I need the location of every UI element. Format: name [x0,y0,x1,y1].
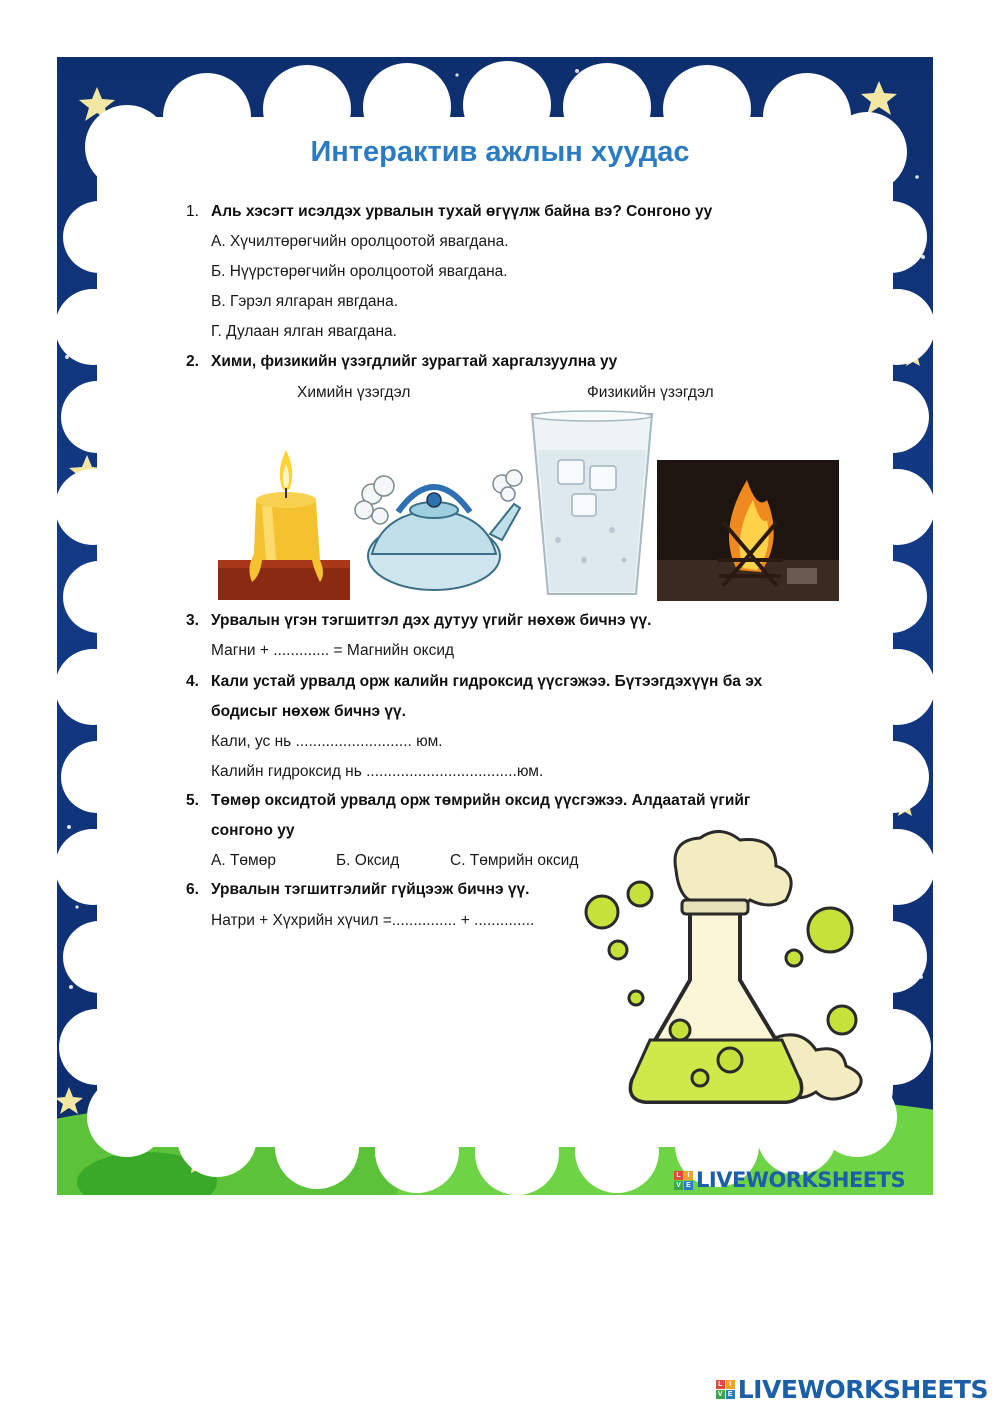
logo-brand-text: LIVEWORKSHEETS [737,1375,988,1404]
question-6 [186,881,529,899]
question-4-text-line-2: бодисыг нөхөж бичнэ үү. [211,703,406,720]
question-4 [186,673,762,691]
question-1-text: Аль хэсэгт исэлдэх урвалын тухай өгүүлж байна вэ? Сонгоно уу [211,203,713,220]
question-5-text: Төмөр оксидтой урвалд орж төмрийн оксид үүсгэжээ. Алдаатай үгийг [211,792,751,809]
question-1-option-a[interactable]: А. Хүчилтөрөгчийн оролцоотой явагдана. [211,233,509,250]
label-physical-phenomenon[interactable]: Физикийн үзэгдэл [587,384,714,401]
question-1 [186,203,712,221]
logo-badge-icon: L I V E [716,1380,735,1399]
question-5-text-line-2: сонгоно уу [211,822,295,839]
question-3-number: 3. [186,612,199,629]
question-3-answer-line[interactable]: Магни + ............. = Магнийн оксид [211,642,455,659]
label-chemical-phenomenon[interactable]: Химийн үзэгдэл [297,384,411,401]
logo-badge-icon: L I V E [674,1171,693,1190]
question-4-answer-line-2[interactable]: Калийн гидроксид нь ...................................юм. [211,763,544,780]
liveworksheets-logo-sheet [674,1168,905,1192]
question-4-answer-line-1[interactable]: Кали, ус нь ........................... юм. [211,733,443,750]
ice-glass-picture[interactable] [528,410,656,600]
question-3 [186,612,651,630]
question-5-option-c[interactable]: С. Төмрийн оксид [450,852,579,869]
question-1-number: 1. [186,203,199,220]
logo-brand-text: LIVEWORKSHEETS [696,1168,906,1192]
campfire-picture[interactable] [657,460,839,601]
candle-picture[interactable] [216,442,352,602]
question-4-number: 4. [186,673,199,690]
question-1-option-b[interactable]: Б. Нүүрстөрөгчийн оролцоотой явагдана. [211,263,508,280]
question-6-text: Урвалын тэгшитгэлийг гүйцээж бичнэ үү. [211,881,530,898]
chemistry-flask-illustration [580,830,880,1130]
question-5-option-a[interactable]: А. Төмөр [211,852,276,869]
question-5-number: 5. [186,792,199,809]
question-2 [186,353,617,371]
kettle-picture[interactable] [352,464,528,594]
question-3-text: Урвалын үгэн тэгшитгэл дэх дутуу үгийг нөхөж бичнэ үү. [211,612,652,629]
question-6-number: 6. [186,881,199,898]
question-1-option-d[interactable]: Г. Дулаан ялган явагдана. [211,323,397,340]
question-1-option-c[interactable]: В. Гэрэл ялгаран явгдана. [211,293,399,310]
liveworksheets-logo-footer[interactable] [716,1375,988,1404]
question-6-answer-line[interactable]: Натри + Хүхрийн хүчил =............... + .............. [211,912,535,929]
question-5 [186,792,750,810]
question-5-option-b[interactable]: Б. Оксид [336,852,400,869]
question-2-number: 2. [186,353,199,370]
page-title: Интерактив ажлын хуудас [310,136,690,168]
question-4-text: Кали устай урвалд орж калийн гидроксид үүсгэжээ. Бүтээгдэхүүн ба эх [211,673,763,690]
question-2-text: Хими, физикийн үзэгдлийг зурагтай харгалзуулна уу [211,353,618,370]
